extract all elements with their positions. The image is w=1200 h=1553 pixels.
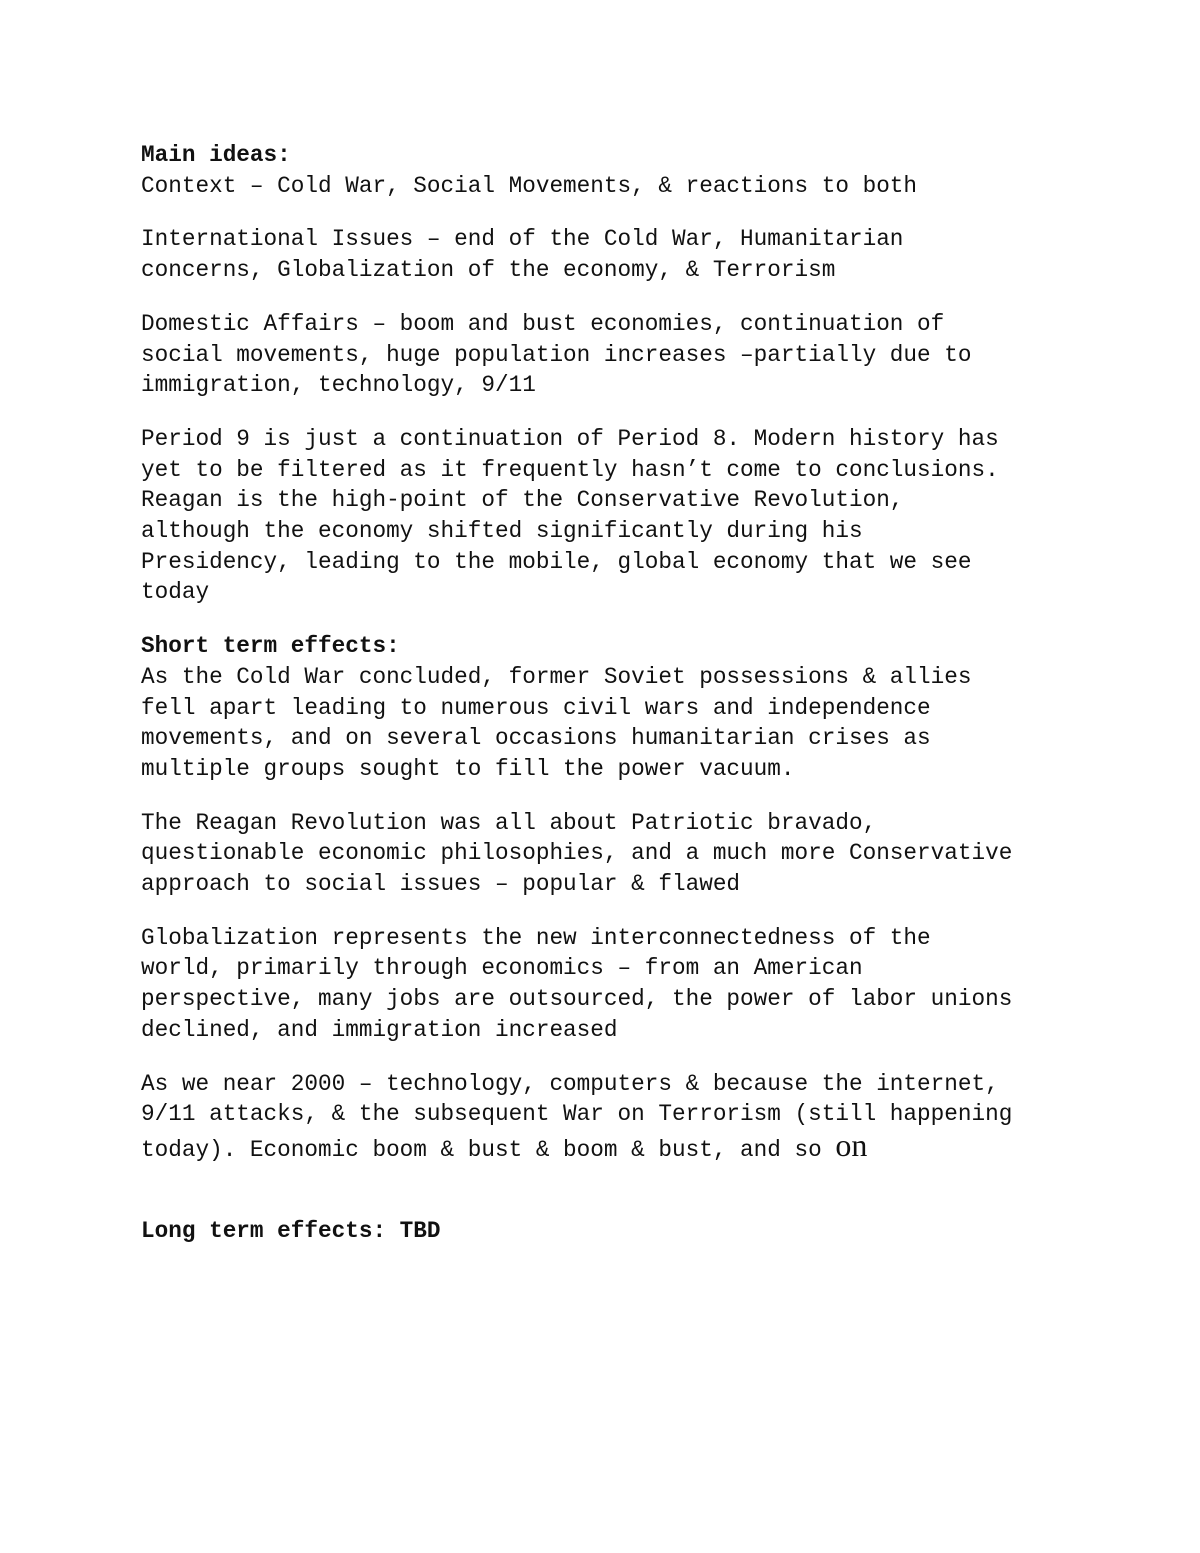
- paragraph-reagan-revolution: The Reagan Revolution was all about Patriotic bravado, questionable economic philosophies, and a much more Conservative approach to social issues – popular & flawed: [141, 809, 1013, 898]
- paragraph-near-2000-tail: on: [835, 1126, 868, 1163]
- long-term-effects-heading: Long term effects: TBD: [141, 1217, 441, 1244]
- short-term-effects-heading: Short term effects:: [141, 633, 400, 660]
- paragraph-near-2000-text: As we near 2000 – technology, computers & because the internet, 9/11 attacks, & the subsequent War on Terrorism (still happening today). Economic boom & bust & boom & bust, and so: [141, 1070, 1013, 1163]
- paragraph-domestic-affairs: Domestic Affairs – boom and bust economies, continuation of social movements, huge population increases –partially due to immigration, technology, 9/11: [141, 310, 972, 399]
- paragraph-period-9: Period 9 is just a continuation of Period 8. Modern history has yet to be filtered as it frequently hasn’t come to conclusions. Reagan is the high-point of the Conservative Revolution, although the economy shifted significantly during his Presidency, leading to the mobile, global economy that we see today: [141, 425, 999, 606]
- document-body: [141, 140, 1071, 1246]
- paragraph-international-issues: International Issues – end of the Cold War, Humanitarian concerns, Globalization of the economy, & Terrorism: [141, 226, 904, 284]
- paragraph-globalization: Globalization represents the new interconnectedness of the world, primarily through economics – from an American perspective, many jobs are outsourced, the power of labor unions declined, and immigration increased: [141, 924, 1013, 1043]
- paragraph-cold-war-concluded: As the Cold War concluded, former Soviet possessions & allies fell apart leading to numerous civil wars and independence movements, and on several occasions humanitarian crises as multiple groups sought to fill the power vacuum.: [141, 663, 972, 782]
- paragraph-context: Context – Cold War, Social Movements, & reactions to both: [141, 172, 918, 199]
- main-ideas-heading: Main ideas:: [141, 142, 291, 168]
- paragraph-near-2000: [141, 1069, 1071, 1166]
